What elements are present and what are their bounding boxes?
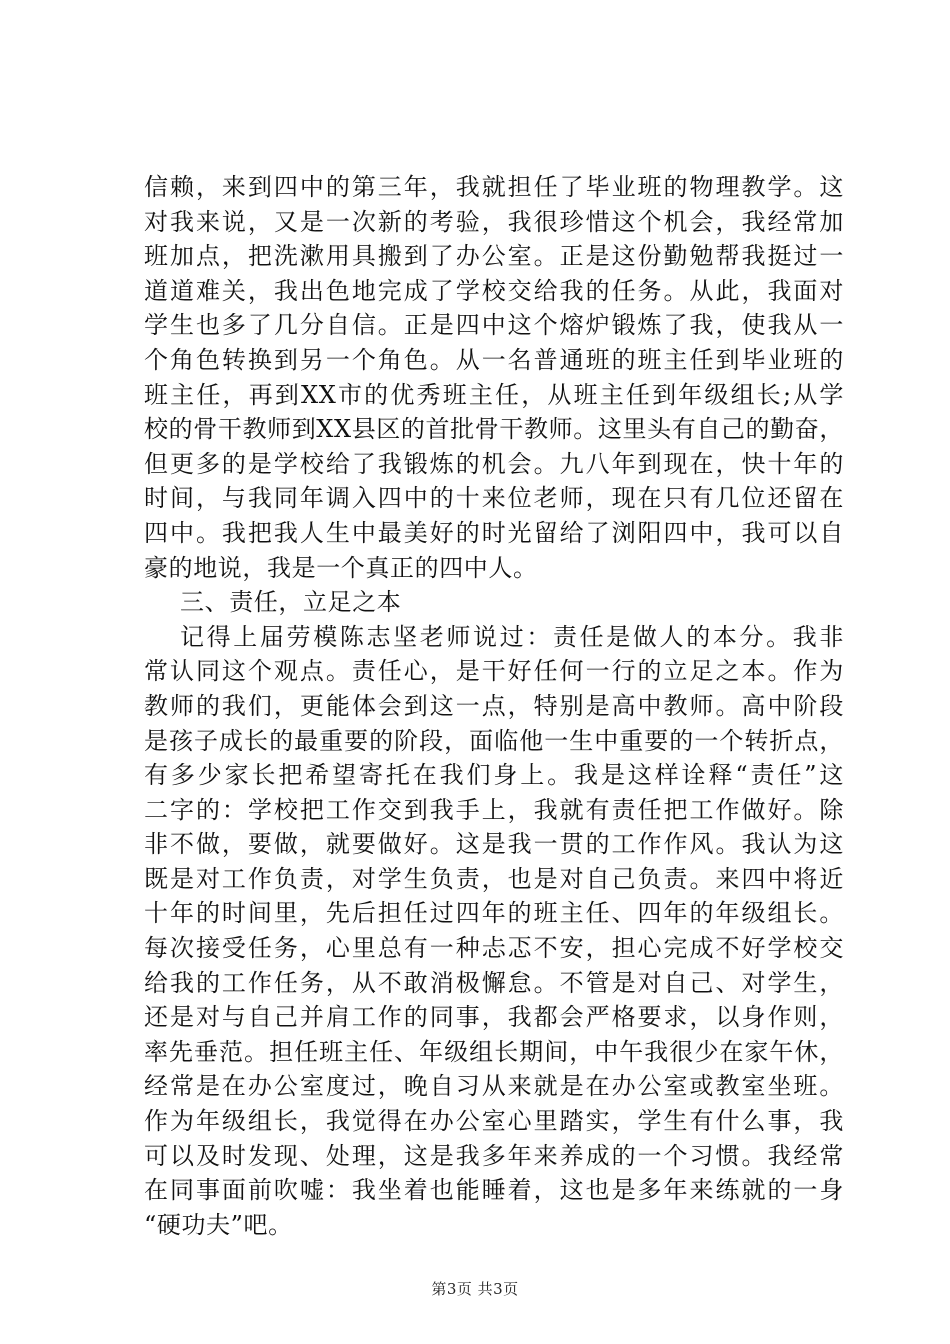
text-line: 教师的我们，更能体会到这一点，特别是高中教师。高中阶段	[144, 691, 844, 720]
text-line: 四中。我把我人生中最美好的时光留给了浏阳四中，我可以自	[144, 518, 844, 547]
text-line: 信赖，来到四中的第三年，我就担任了毕业班的物理教学。这	[144, 173, 844, 201]
text-line: 还是对与自己并肩工作的同事，我都会严格要求，以身作则，	[144, 1003, 844, 1032]
text-line: 在同事面前吹嘘：我坐着也能睡着，这也是多年来练就的一身	[144, 1176, 844, 1205]
text-line: 时间，与我同年调入四中的十来位老师，现在只有几位还留在	[144, 484, 844, 513]
text-line: 道道难关，我出色地完成了学校交给我的任务。从此，我面对	[144, 276, 844, 305]
text-line: 可以及时发现、处理，这是我多年来养成的一个习惯。我经常	[144, 1141, 844, 1170]
text-line: 但更多的是学校给了我锻炼的机会。九八年到现在，快十年的	[144, 449, 844, 478]
text-line: 个角色转换到另一个角色。从一名普通班的班主任到毕业班的	[144, 345, 844, 374]
text-line: 校的骨干教师到XX县区的首批骨干教师。这里头有自己的勤奋，	[144, 415, 844, 444]
text-line: 学生也多了几分自信。正是四中这个熔炉锻炼了我，使我从一	[144, 311, 844, 340]
text-line: 班主任，再到XX市的优秀班主任，从班主任到年级组长;从学	[144, 380, 844, 409]
text-line: 经常是在办公室度过，晚自习从来就是在办公室或教室坐班。	[144, 1072, 844, 1101]
text-line: 非不做，要做，就要做好。这是我一贯的工作作风。我认为这	[144, 830, 844, 859]
text-line: “硬功夫”吧。	[144, 1210, 293, 1239]
text-line: 既是对工作负责，对学生负责，也是对自己负责。来四中将近	[144, 864, 844, 893]
text-line: 常认同这个观点。责任心，是干好任何一行的立足之本。作为	[144, 657, 844, 686]
text-line: 对我来说，又是一次新的考验，我很珍惜这个机会，我经常加	[144, 207, 844, 236]
document-body	[144, 170, 844, 1242]
text-line: 豪的地说，我是一个真正的四中人。	[144, 553, 538, 582]
text-line: 有多少家长把希望寄托在我们身上。我是这样诠释“责任”这	[144, 761, 844, 790]
text-line: 三、责任，立足之本	[180, 588, 402, 617]
text-line: 每次接受任务，心里总有一种忐忑不安，担心完成不好学校交	[144, 934, 844, 963]
text-line: 给我的工作任务，从不敢消极懈怠。不管是对自己、对学生，	[144, 968, 844, 997]
text-line: 二字的：学校把工作交到我手上，我就有责任把工作做好。除	[144, 795, 844, 824]
page-footer: 第3页 共3页	[431, 1280, 519, 1298]
text-line: 率先垂范。担任班主任、年级组长期间，中午我很少在家午休，	[144, 1037, 844, 1066]
text-line: 班加点，把洗漱用具搬到了办公室。正是这份勤勉帮我挺过一	[144, 242, 844, 271]
text-line: 作为年级组长，我觉得在办公室心里踏实，学生有什么事，我	[144, 1107, 844, 1136]
text-line: 是孩子成长的最重要的阶段，面临他一生中重要的一个转折点，	[144, 726, 844, 755]
text-line: 十年的时间里，先后担任过四年的班主任、四年的年级组长。	[144, 899, 844, 928]
text-line: 记得上届劳模陈志坚老师说过：责任是做人的本分。我非	[180, 622, 844, 651]
